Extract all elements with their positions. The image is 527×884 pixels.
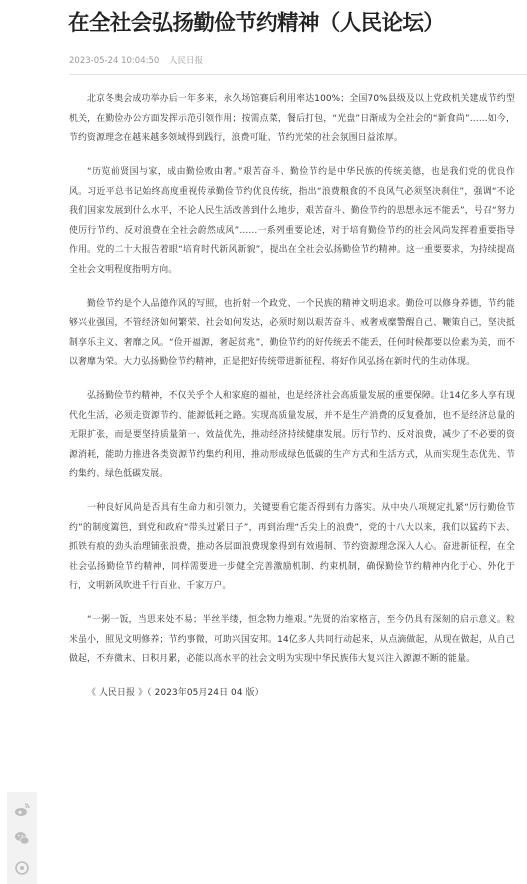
link-icon[interactable] (14, 860, 30, 876)
paragraph: 勤俭节约是个人品德作风的写照，也折射一个政党、一个民族的精神文明追求。勤俭可以修身养德，节约能够兴业强国，不管经济如何繁荣、社会如何发达，必须时刻以艰苦奋斗、戒奢戒糜警醒自己、鞭策自己，坚决抵制享乐主义、奢靡之风。“俭开福源，奢起贫兆”，勤俭节约的好传统丢不能丢，任何时候都要以俭素为美，而不以奢靡为荣。大力弘扬勤俭节约精神，正是把好传统带进新征程、将好作风弘扬在新时代的生动体现。 (69, 298, 515, 367)
paragraph: 北京冬奥会成功举办后一年多来，永久场馆赛后利用率达100%；全国70%县级及以上党政机关建成节约型机关，在勤俭办公方面发挥示范引领作用；按需点菜，餐后打包，“光盘”日渐成为全社会的“新食尚”……如今，节约资源理念在越来越多领域得到践行，浪费可耻、节约光荣的社会氛围日益浓厚。 (69, 94, 515, 143)
title-divider (69, 74, 527, 75)
paragraph: “历览前贤国与家，成由勤俭败由奢。”艰苦奋斗、勤俭节约是中华民族的传统美德，也是我们党的优良作风。习近平总书记始终高度重视传承勤俭节约优良传统，指出“浪费粮食的不良风气必须坚决刹住”，强调“不论我们国家发展到什么水平，不论人民生活改善到什么地步，艰苦奋斗、勤俭节约的思想永远不能丢”，号召“努力使厉行节约、反对浪费在全社会蔚然成风”……一系列重要论述，对于培育勤俭节约的社会风尚发挥着重要指导作用。党的二十大报告着眼“培育时代新风新貌”，提出在全社会弘扬勤俭节约精神。这一重要要求，为持续提高全社会文明程度指明方向。 (69, 167, 515, 275)
weibo-icon[interactable] (14, 802, 30, 818)
paragraph: 一种良好风尚是否具有生命力和引领力，关键要看它能否得到有力落实。从中央八项规定扎紧“厉行勤俭节约”的制度篱笆，到党和政府“带头过紧日子”，再到治理“舌尖上的浪费”，党的十八大以来，我们以猛药下去、抓铁有痕的劲头治理铺张浪费，推动各层面浪费现象得到有效遏制、节约资源理念深入人心。奋进新征程，在全社会弘扬勤俭节约精神，同样需要进一步健全完善激励机制、约束机制，确保勤俭节约精神内化于心、外化于行，文明新风吹进千行百业、千家万户。 (69, 503, 515, 591)
share-toolbar (7, 792, 37, 884)
article-title: 在全社会弘扬勤俭节约精神（人民论坛） (68, 11, 445, 36)
publish-date: 2023-05-24 10:04:50 (69, 56, 160, 66)
source-name: 人民日报 (168, 56, 203, 66)
article-body (69, 90, 515, 718)
article-meta (69, 55, 210, 67)
paragraph: 弘扬勤俭节约精神，不仅关乎个人和家庭的福祉，也是经济社会高质量发展的重要保障。让14亿多人享有现代化生活，必须走资源节约、能源低耗之路。实现高质量发展，并不是生产消费的反复叠加，也不是经济总量的无限扩张，而是要坚持质量第一、效益优先，推动经济持续健康发展。厉行节约、反对浪费，减少了不必要的资源消耗，能助力推进各类资源节约集约利用，推动形成绿色低碳的生产方式和生活方式，从而实现生态优先、节约集约、绿色低碳发展。 (69, 391, 515, 479)
wechat-icon[interactable] (14, 830, 30, 846)
paragraph: “一粥一饭，当思来处不易；半丝半缕，恒念物力维艰。”先贤的治家格言，至今仍具有深刻的启示意义。粒米虽小，照见文明修养；节约事微，可助兴国安邦。14亿多人共同行动起来，从点滴做起，从现在做起，从自己做起，不弃微末、日积月累，必能以高水平的社会文明为实现中华民族伟大复兴注入源源不断的能量。 (69, 615, 515, 664)
print-source-line: 《 人民日报 》（ 2023年05月24日 04 版） (87, 688, 264, 698)
